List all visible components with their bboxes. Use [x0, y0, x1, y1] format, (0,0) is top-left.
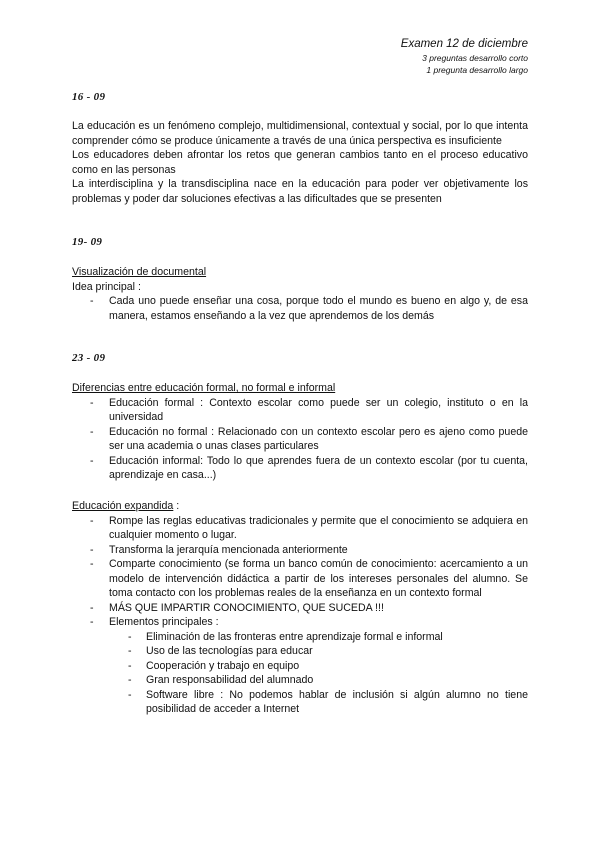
list-item: - Cada uno puede enseñar una cosa, porque todo el mundo es bueno en algo y, de esa manera, estamos enseñando a la vez que aprendemos de los demás: [72, 294, 528, 323]
list-item: - Educación formal : Contexto escolar como puede ser un colegio, instituto o en la universidad: [72, 396, 528, 425]
heading-colon: :: [173, 500, 180, 512]
exam-title: Examen 12 de diciembre: [400, 38, 528, 50]
list-item: - MÁS QUE IMPARTIR CONOCIMIENTO, QUE SUCEDA !!!: [72, 601, 528, 616]
list-item: - Comparte conocimiento (se forma un banco común de conocimiento: acercamiento a un modelo de intervención didáctica a partir de los intereses personales del alumno. Se toma contacto con los problemas reales de la enseñanza en un contexto formal: [72, 557, 528, 601]
section-heading-line: [72, 499, 528, 514]
idea-label: Idea principal :: [72, 280, 141, 293]
main-elements-list: [72, 630, 528, 717]
list-item: - Transforma la jerarquía mencionada anteriormente: [72, 543, 528, 558]
sub-list-item: - Eliminación de las fronteras entre aprendizaje formal e informal: [72, 630, 528, 645]
section-heading: Visualización de documental: [72, 266, 207, 278]
list-item: - Educación informal: Todo lo que aprendes fuera de un contexto escolar (por tu cuenta, aprendizaje en casa...): [72, 454, 528, 483]
sub-list-item: - Gran responsabilidad del alumnado: [72, 673, 528, 688]
expanded-education-list: [72, 514, 528, 630]
section-23-09-expanded: [72, 499, 528, 717]
sub-list-item: - Software libre : No podemos hablar de inclusión si algún alumno no tiene posibilidad de acceder a Internet: [72, 688, 528, 717]
education-types-list: [72, 396, 528, 483]
section-19-09: [72, 265, 528, 323]
exam-header: [401, 36, 528, 76]
section-heading: Educación expandida: [72, 500, 174, 512]
section-heading: Diferencias entre educación formal, no formal e informal: [72, 382, 336, 394]
idea-list: [72, 294, 528, 323]
exam-short-questions: 3 preguntas desarrollo corto: [422, 53, 528, 63]
paragraph: Los educadores deben afrontar los retos que generan cambios tanto en el proceso educativo como en las personas: [72, 149, 528, 176]
paragraph: La interdisciplina y la transdisciplina nace en la educación para poder ver objetivamente los problemas y poder dar soluciones efectivas a las dificultades que se presenten: [72, 178, 528, 205]
list-item: - Elementos principales :: [72, 615, 528, 630]
section-23-09-differences: [72, 381, 528, 483]
list-item: - Educación no formal : Relacionado con un contexto escolar pero es ajeno como puede ser una academia o unas clases particulares: [72, 425, 528, 454]
date-heading-16-09: 16 - 09: [72, 91, 106, 103]
date-heading-23-09: 23 - 09: [72, 352, 106, 364]
date-heading-19-09: 19- 09: [72, 236, 103, 248]
sub-list-item: - Cooperación y trabajo en equipo: [72, 659, 528, 674]
list-item: - Rompe las reglas educativas tradicionales y permite que el conocimiento se adquiera en cualquier momento o lugar.: [72, 514, 528, 543]
exam-long-question: 1 pregunta desarrollo largo: [426, 65, 528, 75]
paragraph: La educación es un fenómeno complejo, multidimensional, contextual y social, por lo que intenta comprender cómo se produce únicamente a través de una única perspectiva es insuficiente: [72, 120, 528, 147]
sub-list-item: - Uso de las tecnologías para educar: [72, 644, 528, 659]
section-16-09: [72, 119, 528, 206]
